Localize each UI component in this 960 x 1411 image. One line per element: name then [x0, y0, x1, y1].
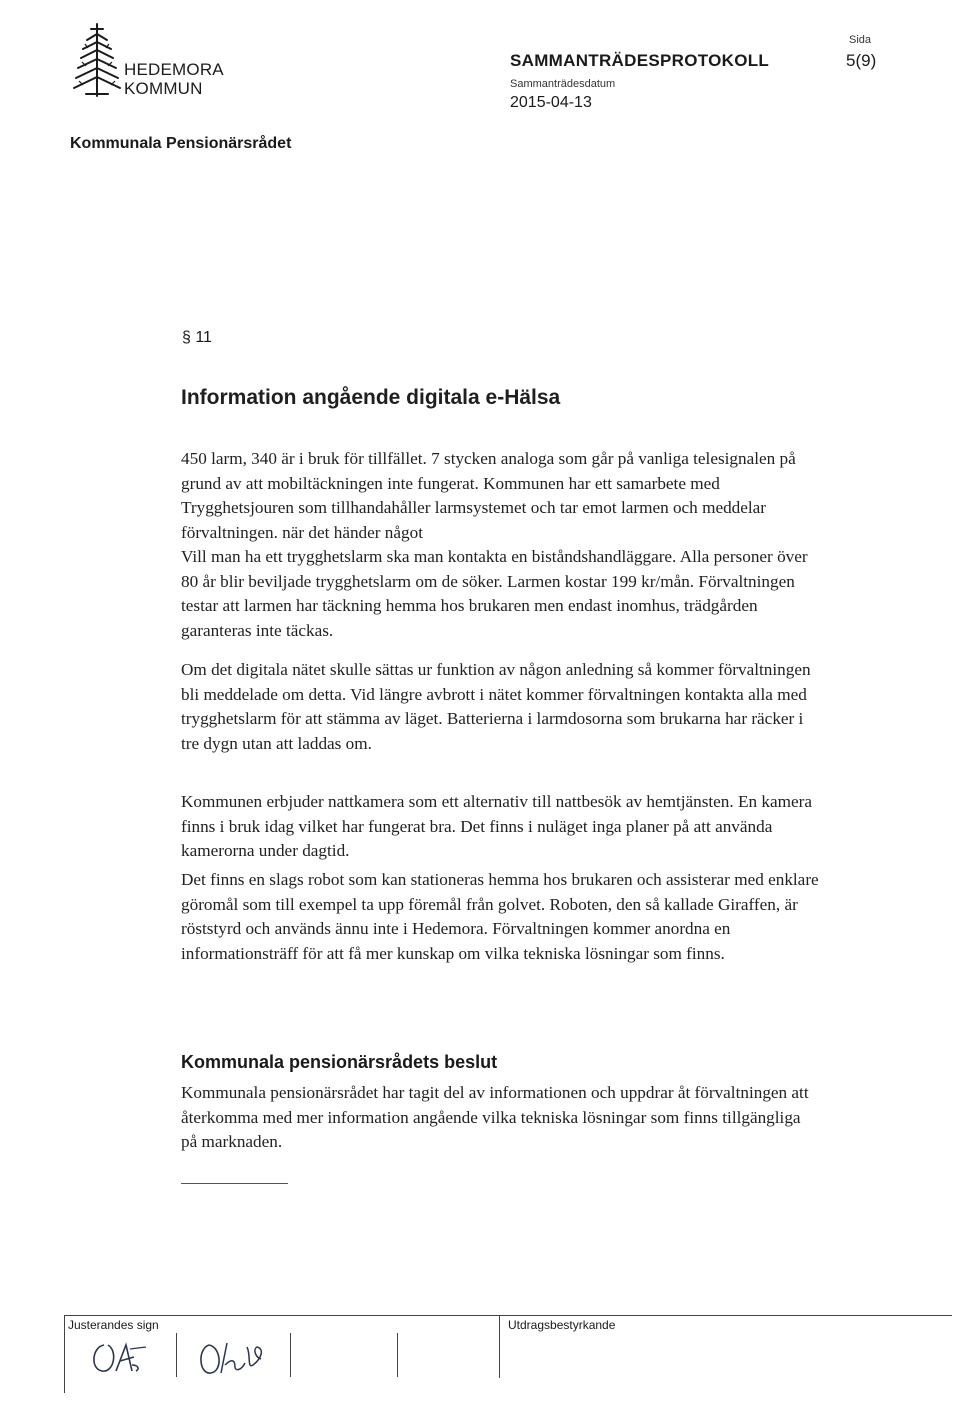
meeting-date-label: Sammanträdesdatum — [510, 78, 616, 90]
page-number: 5(9) — [846, 51, 877, 70]
org-name-line2: KOMMUN — [124, 79, 203, 98]
body-paragraph: Om det digitala nätet skulle sättas ur funktion av någon anledning så kommer förvaltningen bli meddelade om detta. Vid längre avbrott i nätet kommer förvaltningen kontakta alla med trygghetslarm för att stämma av läget. Batterierna i larmdosorna som brukarna har räcker i tre dygn utan att laddas om. — [181, 660, 811, 753]
utdragsbestyrkande-label: Utdragsbestyrkande — [508, 1318, 616, 1332]
meeting-date: 2015-04-13 — [510, 94, 592, 111]
footer-rule — [64, 1315, 952, 1316]
justerandes-sign-label: Justerandes sign — [68, 1318, 159, 1332]
decision-heading: Kommunala pensionärsrådets beslut — [181, 1052, 498, 1072]
body-paragraph: 450 larm, 340 är i bruk för tillfället. 7 stycken analoga som går på vanliga telesignalen på grund av att mobiltäckningen inte fungerat. Kommunen har ett samarbete med Trygghetsjouren som tillhandahåller larmsystemet och tar emot larmen och meddelar förvaltningen. när det händer något — [181, 449, 796, 542]
paragraph-number: § 11 — [182, 329, 212, 346]
signature-divider — [176, 1333, 177, 1377]
body-paragraph: Det finns en slags robot som kan stationeras hemma hos brukaren och assisterar med enklare göromål som till exempel ta upp föremål från golvet. Roboten, den så kallade Giraffen, är röststyrd och används ännu inte i Hedemora. Förvaltningen kommer anordna en informationsträff för att få mer kunskap om vilka tekniska lösningar som finns. — [181, 870, 819, 963]
decision-text: Kommunala pensionärsrådet har tagit del av informationen och uppdrar åt förvaltningen att återkomma med mer information angående vilka tekniska lösningar som finns tillgängliga på marknaden. — [181, 1083, 809, 1151]
body-paragraph: Vill man ha ett trygghetslarm ska man kontakta en biståndshandläggare. Alla personer över 80 år blir beviljade trygghetslarm om de söker. Larmen kostar 199 kr/mån. Förvaltningen testar att larmen har täckning hemma hos brukaren men endast inomhus, trädgården garanteras inte täckas. — [181, 547, 808, 640]
org-name-line1: HEDEMORA — [124, 60, 224, 79]
signature-initials-icon — [195, 1335, 275, 1381]
document-type: SAMMANTRÄDESPROTOKOLL — [510, 51, 770, 70]
signature-divider — [499, 1316, 500, 1378]
footer-box-edge — [64, 1315, 65, 1393]
signature-divider — [290, 1333, 291, 1377]
signature-initials-icon — [86, 1335, 156, 1381]
end-divider — [181, 1183, 288, 1184]
org-name — [124, 60, 224, 98]
spruce-tree-logo-icon — [72, 20, 122, 100]
body-paragraph: Kommunen erbjuder nattkamera som ett alternativ till nattbesök av hemtjänsten. En kamera finns i bruk idag vilket har fungerat bra. Det finns i nuläget inga planer på att använda kamerorna under dagtid. — [181, 792, 812, 860]
section-title: Information angående digitala e-Hälsa — [181, 386, 561, 409]
committee-name: Kommunala Pensionärsrådet — [70, 135, 292, 152]
page-label: Sida — [849, 34, 872, 46]
signature-divider — [397, 1333, 398, 1377]
